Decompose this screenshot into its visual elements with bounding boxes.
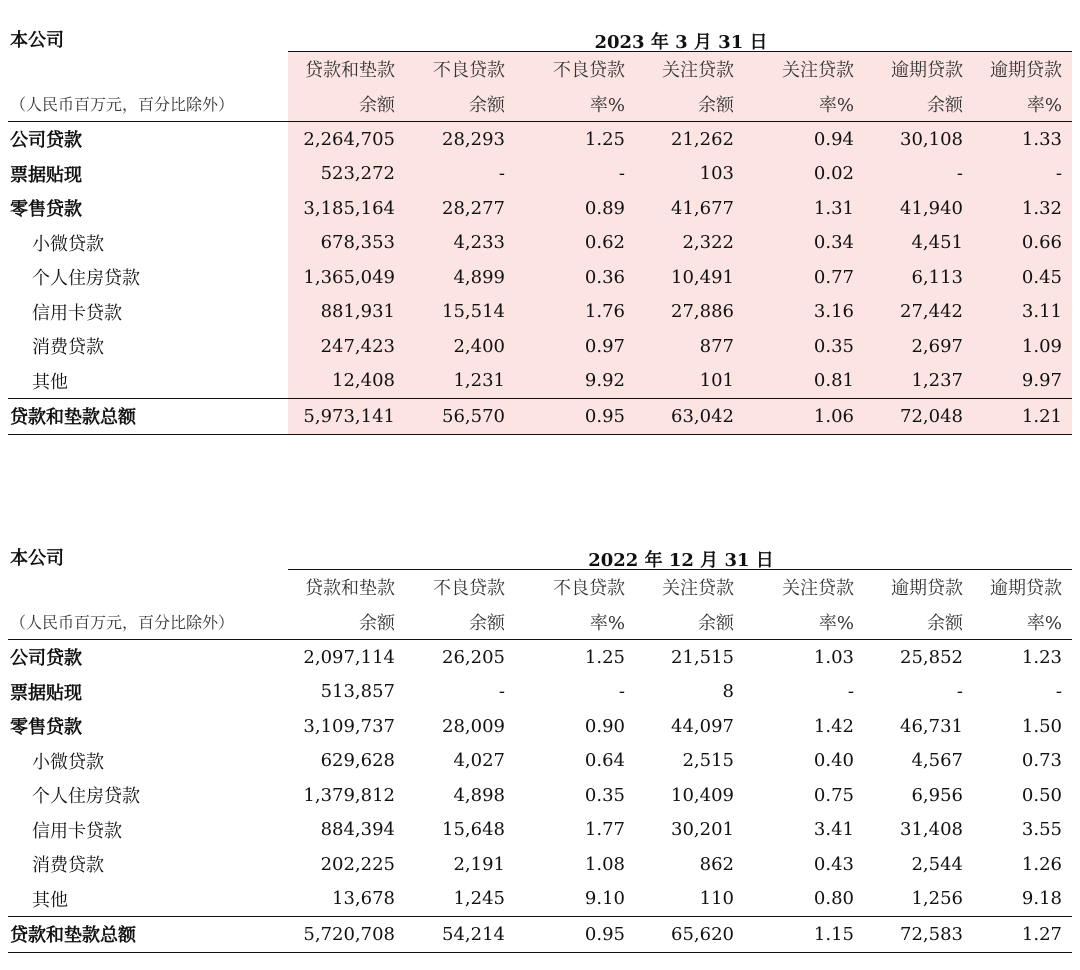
header-row-2 bbox=[8, 605, 1072, 640]
col-header-top: 不良贷款 bbox=[515, 52, 635, 87]
row-label: 信用卡贷款 bbox=[32, 302, 122, 324]
cell: - bbox=[618, 681, 625, 703]
cell: 12,408 bbox=[288, 364, 405, 399]
cell: - bbox=[956, 681, 963, 703]
cell: 4,027 bbox=[453, 750, 505, 772]
cell: 0.95 bbox=[515, 399, 635, 435]
col-header-bottom: 余额 bbox=[635, 87, 744, 122]
col-header-top: 不良贷款 bbox=[433, 578, 505, 600]
cell: 0.36 bbox=[515, 260, 635, 295]
col-header-bottom: 余额 bbox=[635, 605, 744, 640]
cell: 877 bbox=[635, 329, 744, 364]
cell: 0.62 bbox=[515, 226, 635, 261]
cell: 103 bbox=[635, 157, 744, 192]
table-row bbox=[8, 122, 1072, 157]
cell: 3.16 bbox=[744, 295, 864, 330]
cell: 30,108 bbox=[864, 122, 973, 157]
loan-quality-table-2022ye bbox=[8, 540, 1072, 953]
cell: 26,205 bbox=[442, 646, 505, 668]
total-row bbox=[8, 917, 1072, 953]
cell: 101 bbox=[635, 364, 744, 399]
cell: 41,940 bbox=[864, 191, 973, 226]
cell: 0.75 bbox=[813, 784, 854, 806]
cell: 65,620 bbox=[635, 917, 744, 953]
row-label: 零售贷款 bbox=[10, 717, 82, 739]
cell: 30,201 bbox=[671, 819, 734, 841]
col-header-top: 不良贷款 bbox=[405, 52, 515, 87]
cell: 1.27 bbox=[973, 917, 1072, 953]
cell: 110 bbox=[699, 888, 734, 910]
row-label: 票据贴现 bbox=[10, 682, 82, 704]
col-header-top: 逾期贷款 bbox=[990, 578, 1062, 600]
data-table bbox=[8, 570, 1072, 953]
cell: 1.25 bbox=[515, 122, 635, 157]
cell: 4,451 bbox=[864, 226, 973, 261]
table-caption bbox=[8, 540, 1072, 570]
cell: 9.18 bbox=[1021, 888, 1062, 910]
col-header-bottom: 率% bbox=[515, 87, 635, 122]
cell: 629,628 bbox=[320, 750, 395, 772]
col-header-bottom: 率% bbox=[973, 605, 1072, 640]
total-row bbox=[8, 399, 1072, 435]
company-label: 本公司 bbox=[10, 548, 64, 569]
col-header-top: 关注贷款 bbox=[782, 578, 854, 600]
cell: 44,097 bbox=[671, 715, 734, 737]
cell: 31,408 bbox=[900, 819, 963, 841]
cell: 4,567 bbox=[911, 750, 963, 772]
cell: 2,264,705 bbox=[288, 122, 405, 157]
date-underline bbox=[288, 51, 1072, 52]
cell: 1.77 bbox=[584, 819, 625, 841]
cell: 15,648 bbox=[442, 819, 505, 841]
period-date: 2022 年 12 月 31 日 bbox=[588, 550, 774, 571]
cell: 0.02 bbox=[744, 157, 864, 192]
cell: 202,225 bbox=[320, 853, 395, 875]
table-row bbox=[8, 295, 1072, 330]
cell: 4,233 bbox=[405, 226, 515, 261]
table-caption bbox=[8, 22, 1072, 52]
cell: 1.08 bbox=[584, 853, 625, 875]
row-label: 其他 bbox=[32, 889, 68, 911]
table-row bbox=[8, 813, 1072, 848]
table-row bbox=[8, 675, 1072, 710]
cell: 881,931 bbox=[288, 295, 405, 330]
cell: 2,322 bbox=[635, 226, 744, 261]
row-label: 贷款和垫款总额 bbox=[8, 917, 288, 953]
cell: 0.34 bbox=[744, 226, 864, 261]
header-row-1 bbox=[8, 52, 1072, 87]
col-header-bottom: 余额 bbox=[864, 87, 973, 122]
cell: 8 bbox=[722, 681, 734, 703]
cell: - bbox=[973, 157, 1072, 192]
cell: 13,678 bbox=[332, 888, 395, 910]
row-label: 零售贷款 bbox=[10, 199, 82, 221]
cell: 0.45 bbox=[973, 260, 1072, 295]
cell: 1,231 bbox=[405, 364, 515, 399]
cell: 1.23 bbox=[1021, 646, 1062, 668]
cell: 1.76 bbox=[515, 295, 635, 330]
cell: 2,544 bbox=[911, 853, 963, 875]
table-row bbox=[8, 191, 1072, 226]
cell: 27,442 bbox=[864, 295, 973, 330]
cell: 0.43 bbox=[813, 853, 854, 875]
table-row bbox=[8, 260, 1072, 295]
cell: 1,245 bbox=[453, 888, 505, 910]
cell: 2,191 bbox=[453, 853, 505, 875]
cell: 3,185,164 bbox=[288, 191, 405, 226]
cell: 1.09 bbox=[973, 329, 1072, 364]
table-row bbox=[8, 640, 1072, 675]
cell: 21,515 bbox=[671, 646, 734, 668]
col-header-top: 贷款和垫款 bbox=[288, 52, 405, 87]
row-label: 小微贷款 bbox=[32, 751, 104, 773]
cell: 54,214 bbox=[405, 917, 515, 953]
table-row bbox=[8, 778, 1072, 813]
cell: 1,237 bbox=[864, 364, 973, 399]
cell: 9.97 bbox=[973, 364, 1072, 399]
cell: 9.92 bbox=[515, 364, 635, 399]
table-row bbox=[8, 882, 1072, 917]
cell: 63,042 bbox=[635, 399, 744, 435]
row-label: 公司贷款 bbox=[10, 130, 82, 152]
cell: 5,720,708 bbox=[288, 917, 405, 953]
row-label: 贷款和垫款总额 bbox=[8, 399, 288, 435]
col-header-bottom: 率% bbox=[744, 605, 864, 640]
cell: 1.31 bbox=[744, 191, 864, 226]
cell: 56,570 bbox=[405, 399, 515, 435]
cell: 27,886 bbox=[635, 295, 744, 330]
cell: - bbox=[847, 681, 854, 703]
cell: 2,097,114 bbox=[303, 646, 395, 668]
cell: 4,899 bbox=[405, 260, 515, 295]
period-date: 2023 年 3 月 31 日 bbox=[594, 32, 768, 53]
col-header-bottom: 余额 bbox=[288, 87, 405, 122]
cell: 0.35 bbox=[744, 329, 864, 364]
cell: 3,109,737 bbox=[303, 715, 395, 737]
cell: 862 bbox=[699, 853, 734, 875]
cell: 0.77 bbox=[744, 260, 864, 295]
unit-label: （人民币百万元，百分比除外） bbox=[8, 87, 288, 122]
cell: 1.21 bbox=[973, 399, 1072, 435]
col-header-bottom: 率% bbox=[973, 87, 1072, 122]
cell: - bbox=[515, 157, 635, 192]
table-row bbox=[8, 226, 1072, 261]
col-header-bottom: 余额 bbox=[405, 605, 515, 640]
data-table bbox=[8, 52, 1072, 435]
cell: 1.25 bbox=[584, 646, 625, 668]
cell: 0.90 bbox=[584, 715, 625, 737]
cell: 6,956 bbox=[911, 784, 963, 806]
col-header-bottom: 率% bbox=[744, 87, 864, 122]
cell: 523,272 bbox=[288, 157, 405, 192]
col-header-top: 关注贷款 bbox=[635, 52, 744, 87]
cell: 10,409 bbox=[671, 784, 734, 806]
cell: 513,857 bbox=[320, 681, 395, 703]
cell: 3.11 bbox=[973, 295, 1072, 330]
col-header-top: 逾期贷款 bbox=[891, 578, 963, 600]
cell: 1,365,049 bbox=[288, 260, 405, 295]
header-row-1 bbox=[8, 570, 1072, 605]
cell: 41,677 bbox=[635, 191, 744, 226]
row-label: 信用卡贷款 bbox=[32, 820, 122, 842]
cell: 72,048 bbox=[864, 399, 973, 435]
cell: 3.41 bbox=[813, 819, 854, 841]
col-header-top: 逾期贷款 bbox=[864, 52, 973, 87]
cell: 1.42 bbox=[813, 715, 854, 737]
col-header-bottom: 余额 bbox=[864, 605, 973, 640]
row-label: 公司贷款 bbox=[10, 648, 82, 670]
cell: 1.32 bbox=[973, 191, 1072, 226]
cell: 0.40 bbox=[813, 750, 854, 772]
cell: 678,353 bbox=[288, 226, 405, 261]
row-label: 消费贷款 bbox=[32, 855, 104, 877]
col-header-top: 逾期贷款 bbox=[973, 52, 1072, 87]
col-header-top: 关注贷款 bbox=[662, 578, 734, 600]
row-label: 票据贴现 bbox=[10, 164, 82, 186]
row-label: 其他 bbox=[32, 371, 68, 393]
cell: 28,009 bbox=[442, 715, 505, 737]
loan-quality-table-2023q1 bbox=[8, 22, 1072, 435]
col-header-top: 贷款和垫款 bbox=[305, 578, 395, 600]
cell: - bbox=[1055, 681, 1062, 703]
row-label: 个人住房贷款 bbox=[32, 786, 140, 808]
cell: 0.97 bbox=[515, 329, 635, 364]
cell: 3.55 bbox=[1021, 819, 1062, 841]
cell: 1.50 bbox=[1021, 715, 1062, 737]
col-header-top: 不良贷款 bbox=[553, 578, 625, 600]
cell: 1.26 bbox=[1021, 853, 1062, 875]
cell: 0.94 bbox=[744, 122, 864, 157]
col-header-bottom: 余额 bbox=[288, 605, 405, 640]
cell: 247,423 bbox=[288, 329, 405, 364]
cell: 1.15 bbox=[744, 917, 864, 953]
table-row bbox=[8, 744, 1072, 779]
cell: 2,515 bbox=[682, 750, 734, 772]
cell: 46,731 bbox=[900, 715, 963, 737]
cell: 28,293 bbox=[405, 122, 515, 157]
cell: 0.50 bbox=[1021, 784, 1062, 806]
row-label: 消费贷款 bbox=[32, 337, 104, 359]
cell: 1.06 bbox=[744, 399, 864, 435]
cell: 0.66 bbox=[973, 226, 1072, 261]
row-label: 小微贷款 bbox=[32, 233, 104, 255]
cell: - bbox=[864, 157, 973, 192]
table-row bbox=[8, 157, 1072, 192]
cell: 15,514 bbox=[405, 295, 515, 330]
cell: 21,262 bbox=[635, 122, 744, 157]
table-row bbox=[8, 709, 1072, 744]
cell: 5,973,141 bbox=[288, 399, 405, 435]
cell: 1,256 bbox=[911, 888, 963, 910]
cell: 0.89 bbox=[515, 191, 635, 226]
table-row bbox=[8, 847, 1072, 882]
cell: 1,379,812 bbox=[303, 784, 395, 806]
cell: - bbox=[498, 681, 505, 703]
cell: 25,852 bbox=[900, 646, 963, 668]
date-underline bbox=[288, 569, 1072, 570]
cell: 0.81 bbox=[744, 364, 864, 399]
cell: - bbox=[405, 157, 515, 192]
col-header-bottom: 率% bbox=[515, 605, 635, 640]
cell: 72,583 bbox=[864, 917, 973, 953]
cell: 0.64 bbox=[584, 750, 625, 772]
cell: 884,394 bbox=[320, 819, 395, 841]
cell: 0.73 bbox=[1021, 750, 1062, 772]
table-row bbox=[8, 364, 1072, 399]
cell: 4,898 bbox=[453, 784, 505, 806]
cell: 1.03 bbox=[813, 646, 854, 668]
cell: 28,277 bbox=[405, 191, 515, 226]
cell: 10,491 bbox=[635, 260, 744, 295]
unit-label: （人民币百万元，百分比除外） bbox=[8, 605, 288, 640]
header-row-2 bbox=[8, 87, 1072, 122]
cell: 0.35 bbox=[584, 784, 625, 806]
cell: 1.33 bbox=[973, 122, 1072, 157]
cell: 2,697 bbox=[864, 329, 973, 364]
col-header-bottom: 余额 bbox=[405, 87, 515, 122]
cell: 0.80 bbox=[813, 888, 854, 910]
row-label: 个人住房贷款 bbox=[32, 268, 140, 290]
cell: 9.10 bbox=[584, 888, 625, 910]
cell: 6,113 bbox=[864, 260, 973, 295]
cell: 0.95 bbox=[515, 917, 635, 953]
cell: 2,400 bbox=[405, 329, 515, 364]
company-label: 本公司 bbox=[10, 30, 64, 51]
table-row bbox=[8, 329, 1072, 364]
col-header-top: 关注贷款 bbox=[744, 52, 864, 87]
